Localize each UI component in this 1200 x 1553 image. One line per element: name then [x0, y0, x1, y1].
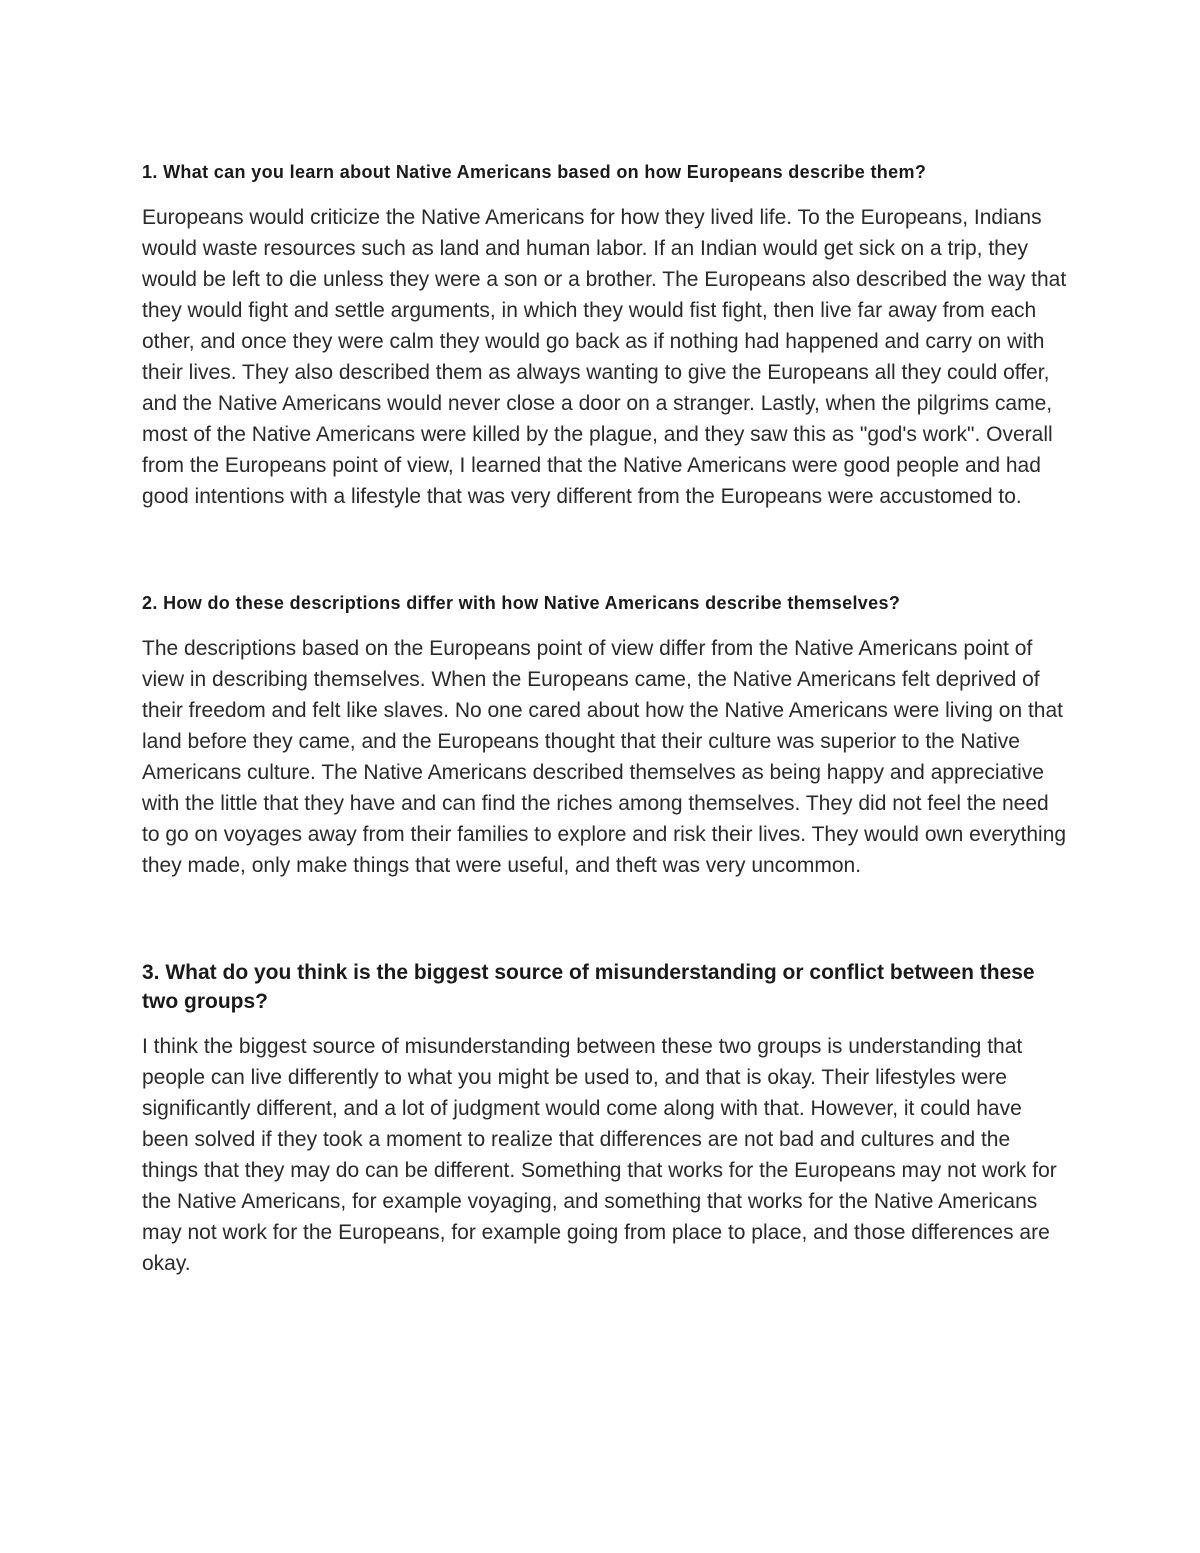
question-2-heading: 2. How do these descriptions differ with how Native Americans describe themselves?	[142, 593, 901, 613]
document-body	[142, 158, 1072, 1294]
question-1-heading: 1. What can you learn about Native Americans based on how Europeans describe them?	[142, 162, 927, 182]
question-3-heading: 3. What do you think is the biggest source of misunderstanding or conflict between these two groups?	[142, 961, 1035, 1013]
answer-2-paragraph: The descriptions based on the Europeans point of view differ from the Native Americans point of view in describing themselves. When the Europeans came, the Native Americans felt deprived of their freedom and felt like slaves. No one cared about how the Native Americans were living on that land before they came, and the Europeans thought that their culture was superior to the Native Americans culture. The Native Americans described themselves as being happy and appreciative with the little that they have and can find the riches among themselves. They did not feel the need to go on voyages away from their families to explore and risk their lives. They would own everything they made, only make things that were useful, and theft was very uncommon.	[142, 637, 1067, 877]
answer-1-paragraph: Europeans would criticize the Native Americans for how they lived life. To the Europeans, Indians would waste resources such as land and human labor. If an Indian would get sick on a trip, they would be left to die unless they were a son or a brother. The Europeans also described the way that they would fight and settle arguments, in which they would fist fight, then live far away from each other, and once they were calm they would go back as if nothing had happened and carry on with their lives. They also described them as always wanting to give the Europeans all they could offer, and the Native Americans would never close a door on a stranger. Lastly, when the pilgrims came, most of the Native Americans were killed by the plague, and they saw this as "god's work". Overall from the Europeans point of view, I learned that the Native Americans were good people and had good intentions with a lifestyle that was very different from the Europeans were accustomed to.	[142, 206, 1067, 508]
answer-3-paragraph: I think the biggest source of misunderstanding between these two groups is understanding that people can live differently to what you might be used to, and that is okay. Their lifestyles were significantly different, and a lot of judgment would come along with that. However, it could have been solved if they took a moment to realize that differences are not bad and cultures and the things that they may do can be different. Something that works for the Europeans may not work for the Native Americans, for example voyaging, and something that works for the Native Americans may not work for the Europeans, for example going from place to place, and those differences are okay.	[142, 1035, 1057, 1275]
